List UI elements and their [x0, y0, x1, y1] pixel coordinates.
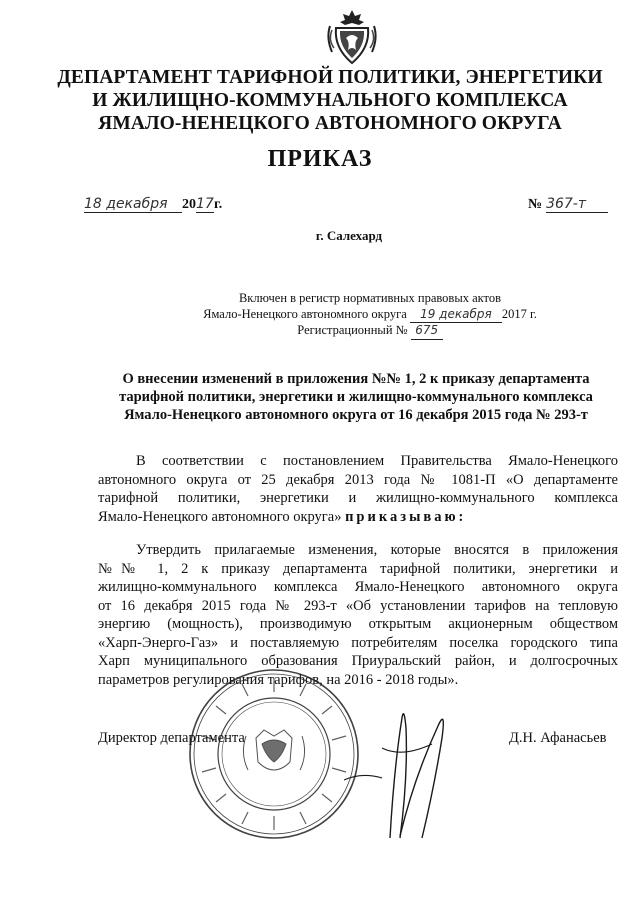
year-suffix: г. [214, 197, 223, 212]
registry-note [190, 291, 550, 340]
department-title [40, 66, 620, 135]
handwritten-date: 18 декабря [84, 196, 182, 213]
paragraph-line: жилищно-коммунального комплекса Ямало-Ненецкого автономного округа [98, 579, 618, 595]
number-label: № [528, 197, 543, 212]
year-prefix: 20 [182, 197, 196, 212]
registry-line: Включен в регистр нормативных правовых актов [238, 291, 502, 305]
city: г. Салехард [315, 228, 383, 243]
department-title-line: ДЕПАРТАМЕНТ ТАРИФНОЙ ПОЛИТИКИ, ЭНЕРГЕТИКИ [57, 67, 603, 88]
order-directive: приказываю: [345, 508, 467, 525]
registry-line-prefix: Ямало-Ненецкого автономного округа [203, 306, 407, 321]
paragraph-line: Утвердить прилагаемые изменения, которые вносятся в приложения [136, 542, 618, 558]
registry-handwritten-date: 19 декабря [410, 307, 502, 324]
paragraph-line: Харп муниципального образования Приуральский район, и долгосрочных [98, 653, 618, 669]
paragraph-line: №№ 1, 2 к приказу департамента тарифной политики, энергетики и [98, 560, 618, 577]
registry-line [190, 307, 550, 324]
subject-line: тарифной политики, энергетики и жилищно-коммунального комплекса [119, 389, 593, 405]
preamble-paragraph [98, 452, 618, 526]
paragraph-line: автономного округа от 25 декабря 2013 года № 1081-П «О департаменте [98, 471, 618, 488]
paragraph-line [98, 508, 618, 527]
signatory-position: Директор департамента [98, 730, 245, 746]
order-number [528, 196, 608, 213]
subject-line: О внесении изменений в приложения №№ 1, 2 к приказу департамента [122, 371, 590, 387]
paragraph-line: В соответствии с постановлением Правительства Ямало-Ненецкого [136, 453, 618, 469]
order-date [84, 196, 222, 213]
subject-line: Ямало-Ненецкого автономного округа от 16 декабря 2015 года № 293-т [124, 407, 588, 423]
official-seal-stamp-icon [186, 666, 362, 842]
department-title-line: И ЖИЛИЩНО-КОММУНАЛЬНОГО КОМПЛЕКСА [92, 90, 568, 111]
department-title-line: ЯМАЛО-НЕНЕЦКОГО АВТОНОМНОГО ОКРУГА [98, 113, 562, 134]
registry-handwritten-number: 675 [411, 323, 443, 340]
order-subject [100, 370, 612, 424]
preamble-last-text: Ямало-Ненецкого автономного округа» [98, 508, 342, 525]
paragraph-line: параметров регулирования тарифов, на 2016 - 2018 годы». [98, 671, 459, 688]
registry-number-label: Регистрационный № [297, 323, 408, 337]
coat-of-arms-icon [324, 8, 380, 66]
registry-line [190, 323, 550, 340]
document-type: ПРИКАЗ [267, 146, 373, 172]
paragraph-line: от 16 декабря 2015 года № 293-т «Об установлении тарифов на тепловую [98, 597, 618, 614]
paragraph-line: энергию (мощность), производимую открытым акционерным обществом [98, 616, 618, 632]
handwritten-signature-icon [342, 688, 462, 848]
signatory-name: Д.Н. Афанасьев [509, 730, 607, 746]
registry-line-suffix: 2017 г. [501, 306, 537, 321]
paragraph-line: «Харп-Энерго-Газ» и поставляемую потребителям поселка городского типа [98, 634, 618, 651]
handwritten-number: 367-т [546, 196, 608, 213]
handwritten-year: 17 [196, 196, 214, 212]
paragraph-line: тарифной политики, энергетики и жилищно-коммунального комплекса [98, 490, 618, 506]
